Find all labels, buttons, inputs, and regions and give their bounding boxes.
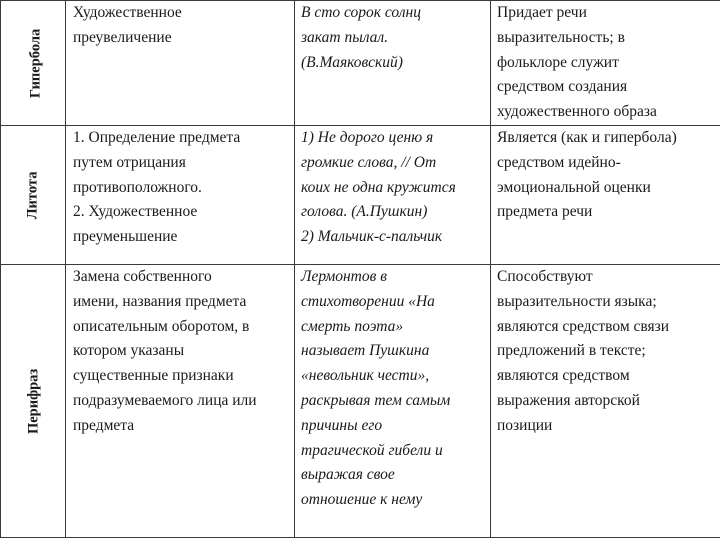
table-row-hyperbole	[1, 1, 720, 126]
function-line: выразительности языка;	[497, 292, 657, 310]
function-cell	[491, 125, 720, 264]
example-line: смерть поэта»	[301, 317, 404, 335]
function-line: средством создания	[497, 78, 628, 96]
example-line: закат пылал.	[301, 28, 389, 46]
example-line: Лермонтов в	[301, 267, 387, 285]
example-line: В сто сорок солнц	[301, 4, 421, 21]
function-cell	[491, 264, 720, 537]
definition-cell	[66, 1, 295, 126]
term-label: Перифраз	[25, 368, 42, 434]
example-line: называет Пушкина	[301, 342, 430, 360]
function-line: предмета речи	[497, 203, 593, 221]
example-line: отношение к нему	[301, 491, 423, 509]
table-row-litotes	[1, 125, 720, 264]
function-line: выражения авторской	[497, 391, 640, 409]
definition-line: описательным оборотом, в	[73, 317, 250, 335]
example-line: раскрывая тем самым	[301, 391, 451, 409]
example-line: «невольник чести»,	[301, 367, 430, 385]
example-line: выражая свое	[301, 466, 395, 484]
definition-line: преуменьшение	[73, 228, 178, 246]
example-line: коих не одна кружится	[301, 178, 456, 196]
function-line: Является (как и гипербола)	[497, 128, 677, 146]
definition-line: противоположного.	[73, 178, 202, 196]
definition-line: Замена собственного	[73, 267, 212, 285]
example-line: стихотворении «На	[301, 292, 435, 310]
function-line: фольклоре служит	[497, 53, 619, 71]
definition-line: имени, названия предмета	[73, 292, 247, 310]
function-line: позиции	[497, 416, 553, 434]
table-row-periphrasis	[1, 264, 720, 537]
definition-line: котором указаны	[73, 342, 185, 360]
function-line: художественного образа	[497, 103, 657, 121]
example-cell	[295, 125, 491, 264]
definition-line: существенные признаки	[73, 367, 234, 385]
term-label: Гипербола	[27, 28, 44, 98]
function-line: Способствуют	[497, 267, 593, 285]
function-line: средством идейно-	[497, 153, 621, 171]
example-line: (В.Маяковский)	[301, 53, 403, 71]
term-label: Литота	[24, 171, 41, 219]
example-line: громкие слова, // От	[301, 153, 437, 171]
example-cell	[295, 264, 491, 537]
function-line: эмоциональной оценки	[497, 178, 651, 196]
function-line: выразительность; в	[497, 28, 625, 46]
example-line: 1) Не дорого ценю я	[301, 128, 434, 146]
definition-line: преувеличение	[73, 28, 172, 46]
example-line: голова. (А.Пушкин)	[301, 203, 428, 221]
definition-cell	[66, 125, 295, 264]
example-line: причины его	[301, 416, 383, 434]
term-cell	[1, 264, 66, 537]
term-cell	[1, 1, 66, 126]
function-line: предложений в тексте;	[497, 342, 646, 360]
example-cell	[295, 1, 491, 126]
function-line: Придает речи	[497, 4, 587, 21]
term-cell	[1, 125, 66, 264]
function-cell	[491, 1, 720, 126]
function-line: являются средством	[497, 367, 630, 385]
example-line: трагической гибели и	[301, 441, 443, 459]
definition-line: предмета	[73, 416, 135, 434]
definition-cell	[66, 264, 295, 537]
definition-line: подразумеваемого лица или	[73, 391, 257, 409]
definition-line: 1. Определение предмета	[73, 128, 241, 146]
function-line: являются средством связи	[497, 317, 670, 335]
definition-line: Художественное	[73, 4, 182, 21]
example-line: 2) Мальчик-с-пальчик	[301, 228, 443, 246]
definition-line: 2. Художественное	[73, 203, 198, 221]
definition-line: путем отрицания	[73, 153, 186, 171]
